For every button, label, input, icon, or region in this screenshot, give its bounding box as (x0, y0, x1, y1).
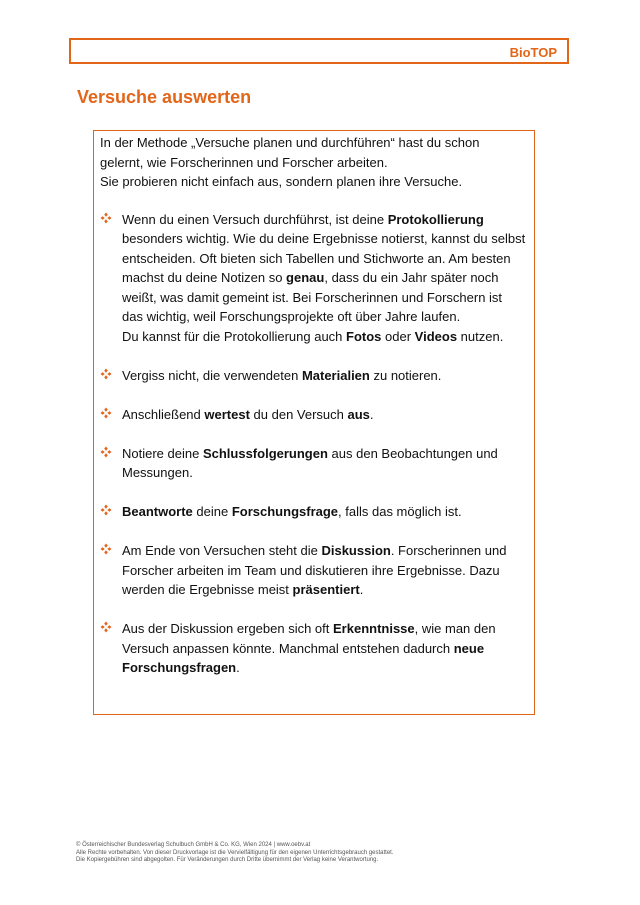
item-text: Am Ende von Versuchen steht die (122, 543, 322, 558)
four-diamond-icon (100, 621, 112, 633)
item-text: Anschließend (122, 406, 205, 422)
item-bold-text: genau (286, 270, 325, 285)
item-bold-text: Forschungsfrage (231, 504, 339, 519)
item-text: . Forscherinnen und Forscher arbeiten im Team und diskutieren ihre Ergebnisse. Dazu werden die Ergebnisse meist (122, 543, 507, 597)
header-box (69, 38, 569, 64)
intro-line: gelernt, wie Forscherinnen und Forscher arbeiten. (100, 154, 388, 170)
four-diamond-icon (100, 504, 112, 516)
four-diamond-icon (100, 368, 112, 380)
item-text: . (359, 582, 364, 597)
page-title: Versuche auswerten (77, 87, 252, 107)
list-item (100, 366, 526, 386)
footer-line: Die Kopiergebühren sind abgegolten. Für Veränderungen durch Dritte übernimmt der Verlag keine Verantwortung. (76, 857, 379, 863)
item-bold-text: Materialien (301, 367, 370, 383)
item-bold-text: aus (347, 406, 370, 422)
item-text: Aus der Diskussion ergeben sich oft (122, 621, 333, 636)
item-text: . (236, 660, 240, 675)
item-text: , falls das möglich ist. (338, 504, 462, 519)
item-bold-text: präsentiert (292, 582, 360, 597)
list-item (100, 405, 526, 425)
four-diamond-icon (100, 446, 112, 458)
brand-label: BioTOP (509, 45, 557, 60)
item-bold-text: Protokollierung (387, 211, 484, 227)
intro-line: In der Methode „Versuche planen und durchführen“ hast du schon (100, 135, 480, 150)
four-diamond-icon (100, 543, 112, 555)
item-text: besonders wichtig. Wie du deine Ergebnisse notierst, kannst du selbst entscheiden. Oft bieten sich Tabellen und Stichworte an. Am besten machst du deine Notizen so (122, 231, 526, 285)
item-bold-text: Diskussion (321, 543, 391, 558)
item-bold-text: Fotos (346, 328, 382, 344)
item-text: aus den Beobachtungen und Messungen. (122, 445, 498, 480)
item-text: du den Versuch (249, 406, 348, 422)
item-text: , wie man den Versuch anpassen könnte. Manchmal entstehen dadurch (122, 621, 496, 656)
copyright-footer (76, 842, 394, 865)
item-text: Notiere deine (122, 445, 203, 461)
item-text: , dass du ein Jahr später noch weißt, was damit gemeint ist. Bei Forscherinnen und Forschern ist das wichtig, weil Forschungsprojekte oft über Jahre laufen. (122, 270, 503, 324)
footer-line: Alle Rechte vorbehalten. Von dieser Druckvorlage ist die Vervielfältigung für den eigenen Unterrichtsgebrauch gestattet. (76, 849, 394, 856)
footer-line: © Österreichischer Bundesverlag Schulbuch GmbH & Co. KG, Wien 2024 | www.oebv.at (76, 842, 311, 848)
item-text: Vergiss nicht, die verwendeten (122, 367, 302, 383)
intro-line: Sie probieren nicht einfach aus, sondern planen ihre Versuche. (100, 174, 463, 189)
list-item (100, 541, 526, 600)
item-bold-text: Videos (414, 328, 458, 344)
item-text: Du kannst für die Protokollierung auch (122, 328, 347, 344)
item-text: Wenn du einen Versuch durchführst, ist deine (122, 211, 388, 227)
item-text: zu notieren. (369, 367, 442, 383)
four-diamond-icon (100, 212, 112, 224)
content-box (93, 130, 535, 715)
item-bold-text: Schlussfolgerungen (202, 445, 328, 461)
item-bold-text: wertest (204, 406, 250, 422)
item-text: . (369, 406, 374, 422)
list-item (100, 210, 526, 347)
item-bold-text: neue Forschungsfragen (122, 640, 485, 675)
item-bold-text: Beantworte (122, 504, 193, 519)
list-item (100, 619, 526, 678)
intro-paragraph (100, 133, 526, 192)
list-item (100, 502, 526, 522)
instruction-list (100, 210, 526, 678)
four-diamond-icon (100, 407, 112, 419)
item-text: nutzen. (457, 328, 504, 344)
list-item (100, 444, 526, 483)
item-bold-text: Erkenntnisse (333, 621, 415, 636)
item-text: deine (192, 504, 232, 519)
item-text: oder (381, 328, 415, 344)
